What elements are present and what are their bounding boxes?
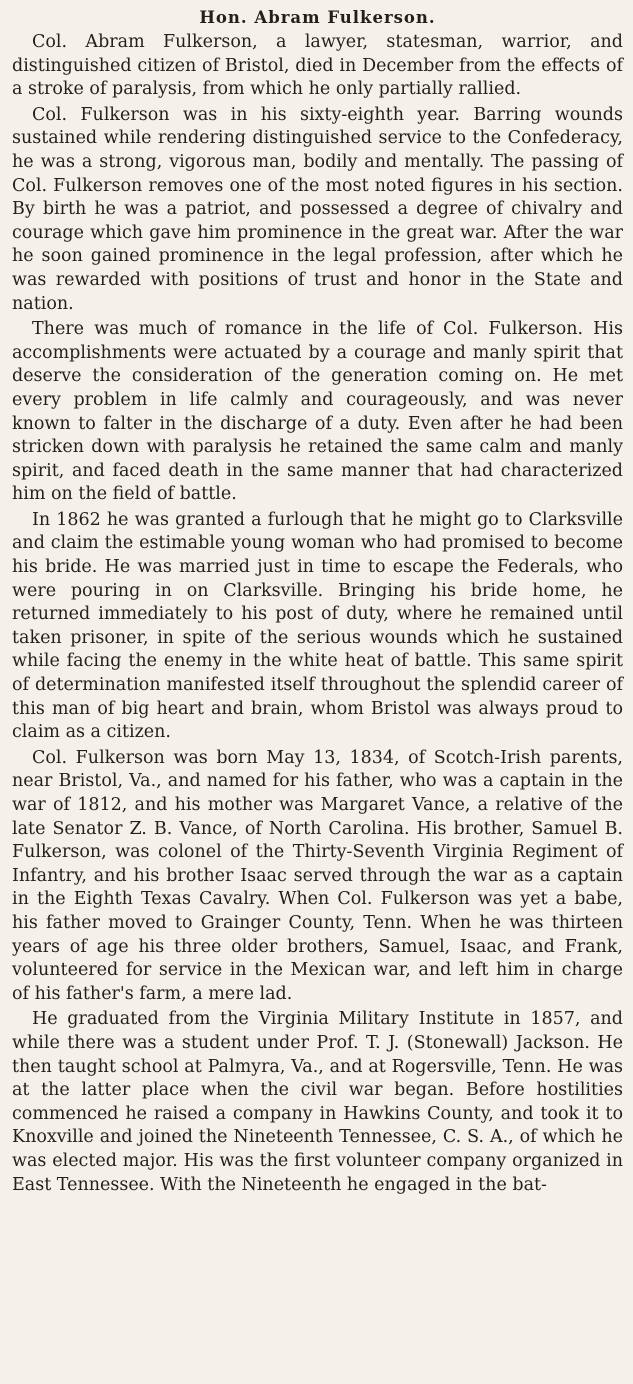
paragraph: Col. Fulkerson was born May 13, 1834, of Scotch-Irish parents, near Bristol, Va., and named for his father, who was a captain in the war of 1812, and his mother was Margaret Vance, a relative of the late Senator Z. B. Vance, of North Carolina. His brother, Samuel B. Fulkerson, was colonel of the Thirty-Seventh Virginia Regiment of Infantry, and his brother Isaac served through the war as a captain in the Eighth Texas Cavalry. When Col. Fulkerson was yet a babe, his father moved to Grainger County, Tenn. When he was thirteen years of age his three older brothers, Samuel, Isaac, and Frank, volunteered for service in the Mexican war, and left him in charge of his father's farm, a mere lad.	[12, 747, 623, 1004]
paragraph: Col. Abram Fulkerson, a lawyer, statesman, warrior, and distinguished citizen of Bristol, died in December from the effects of a stroke of paralysis, from which he only partially rallied.	[12, 32, 623, 100]
article-title: Hon. Abram Fulkerson.	[199, 8, 436, 27]
paragraph: There was much of romance in the life of Col. Fulkerson. His accomplishments were actuated by a courage and manly spirit that deserve the consideration of the generation coming on. He met every problem in life calmly and courageously, and was never known to falter in the discharge of a duty. Even after he had been stricken down with paralysis he retained the same calm and manly spirit, and faced death in the same manner that had characterized him on the field of battle.	[12, 319, 623, 505]
paragraph: Col. Fulkerson was in his sixty-eighth year. Barring wounds sustained while rendering distinguished service to the Confederacy, he was a strong, vigorous man, bodily and mentally. The passing of Col. Fulkerson removes one of the most noted figures in his section. By birth he was a patriot, and possessed a degree of chivalry and courage which gave him prominence in the great war. After the war he soon gained prominence in the legal profession, after which he was rewarded with positions of trust and honor in the State and nation.	[12, 104, 623, 314]
paragraph: In 1862 he was granted a furlough that he might go to Clarksville and claim the estimable young woman who had promised to become his bride. He was married just in time to escape the Federals, who were pouring in on Clarksville. Bringing his bride home, he returned immediately to his post of duty, where he remained until taken prisoner, in spite of the serious wounds which he sustained while facing the enemy in the white heat of battle. This same spirit of determination manifested itself throughout the splendid career of this man of big heart and brain, whom Bristol was always proud to claim as a citizen.	[12, 509, 623, 743]
paragraph: He graduated from the Virginia Military Institute in 1857, and while there was a student under Prof. T. J. (Stonewall) Jackson. He then taught school at Palmyra, Va., and at Rogersville, Tenn. He was at the latter place when the civil war began. Before hostilities commenced he raised a company in Hawkins County, and took it to Knoxville and joined the Nineteenth Tennessee, C. S. A., of which he was elected major. His was the first volunteer company organized in East Tennessee. With the Nineteenth he engaged in the bat-	[12, 1009, 623, 1195]
